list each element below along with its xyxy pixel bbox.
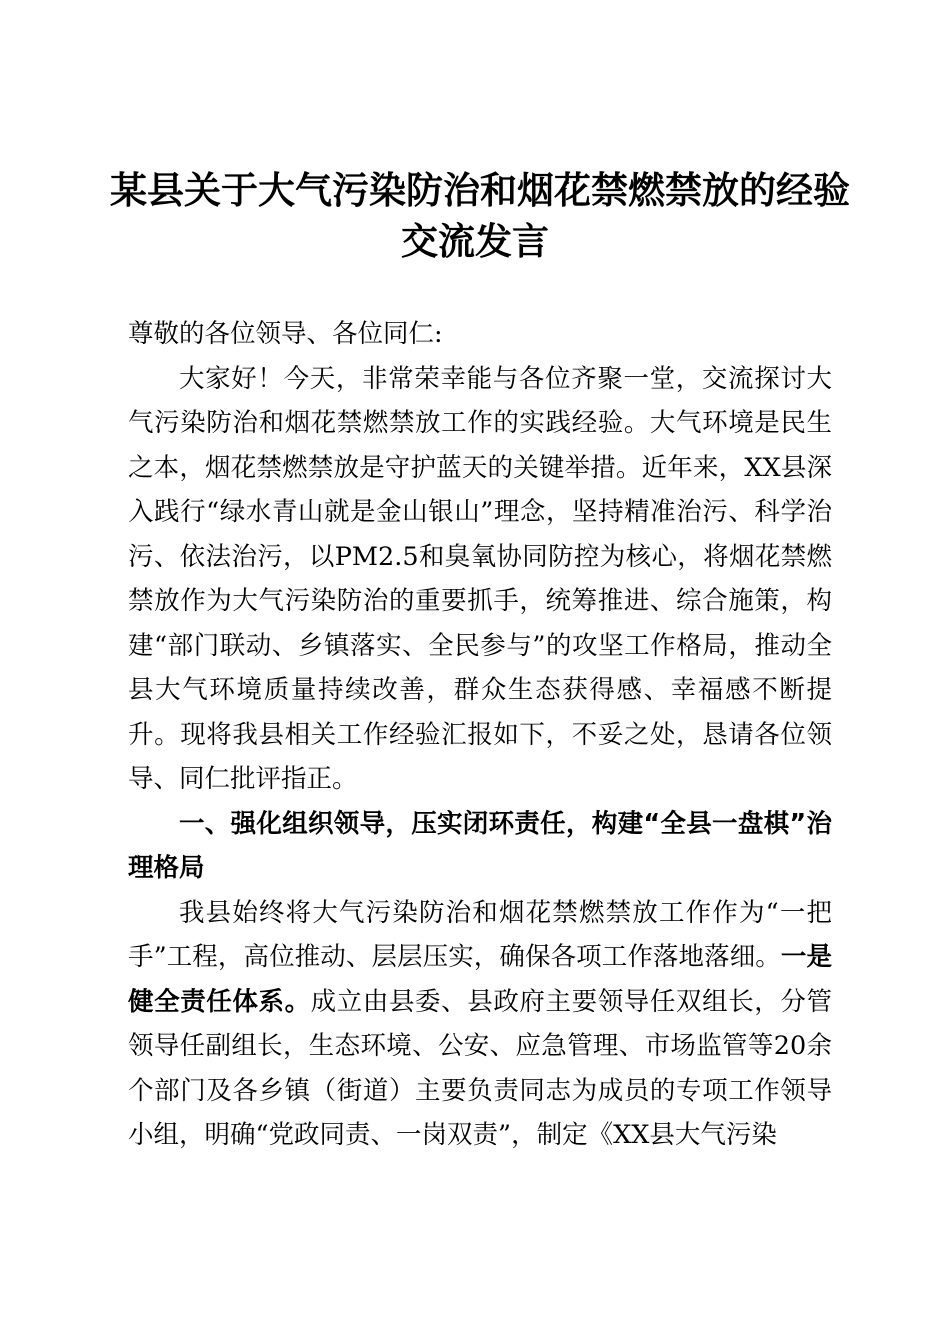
intro-paragraph: 大家好！今天，非常荣幸能与各位齐聚一堂，交流探讨大气污染防治和烟花禁燃禁放工作的实践经验。大气环境是民生之本，烟花禁燃禁放是守护蓝天的关键举措。近年来，XX县深入践行“绿水青山就是金山银山”理念，坚持精准治污、科学治污、依法治污，以PM2.5和臭氧协同防控为核心，将烟花禁燃禁放作为大气污染防治的重要抓手，统筹推进、综合施策，构建“部门联动、乡镇落实、全民参与”的攻坚工作格局，推动全县大气环境质量持续改善，群众生态获得感、幸福感不断提升。现将我县相关工作经验汇报如下，不妥之处，恳请各位领导、同仁批评指正。 [128, 363, 832, 794]
section1-heading: 一、强化组织领导，压实闭环责任，构建“全县一盘棋”治理格局 [128, 808, 832, 883]
section1-bold-phrase: 一是健全责任体系。 [128, 942, 832, 1017]
section1-paragraph [128, 891, 832, 1158]
document-title-line2: 交流发言 [401, 219, 549, 263]
document-body [128, 312, 832, 1158]
section1-paragraph-start: 我县始终将大气污染防治和烟花禁燃禁放工作作为“一把手”工程，高位推动、层层压实，确保各项工作落地落细。 [128, 897, 832, 972]
section1-paragraph-rest: 成立由县委、县政府主要领导任双组长，分管领导任副组长，生态环境、公安、应急管理、市场监管等20余个部门及各乡镇（街道）主要负责同志为成员的专项工作领导小组，明确“党政同责、一岗双责”，制定《XX县大气污染 [128, 986, 832, 1150]
document-title-line1: 某县关于大气污染防治和烟花禁燃禁放的经验 [110, 168, 850, 212]
salutation: 尊敬的各位领导、各位同仁: [128, 319, 443, 349]
